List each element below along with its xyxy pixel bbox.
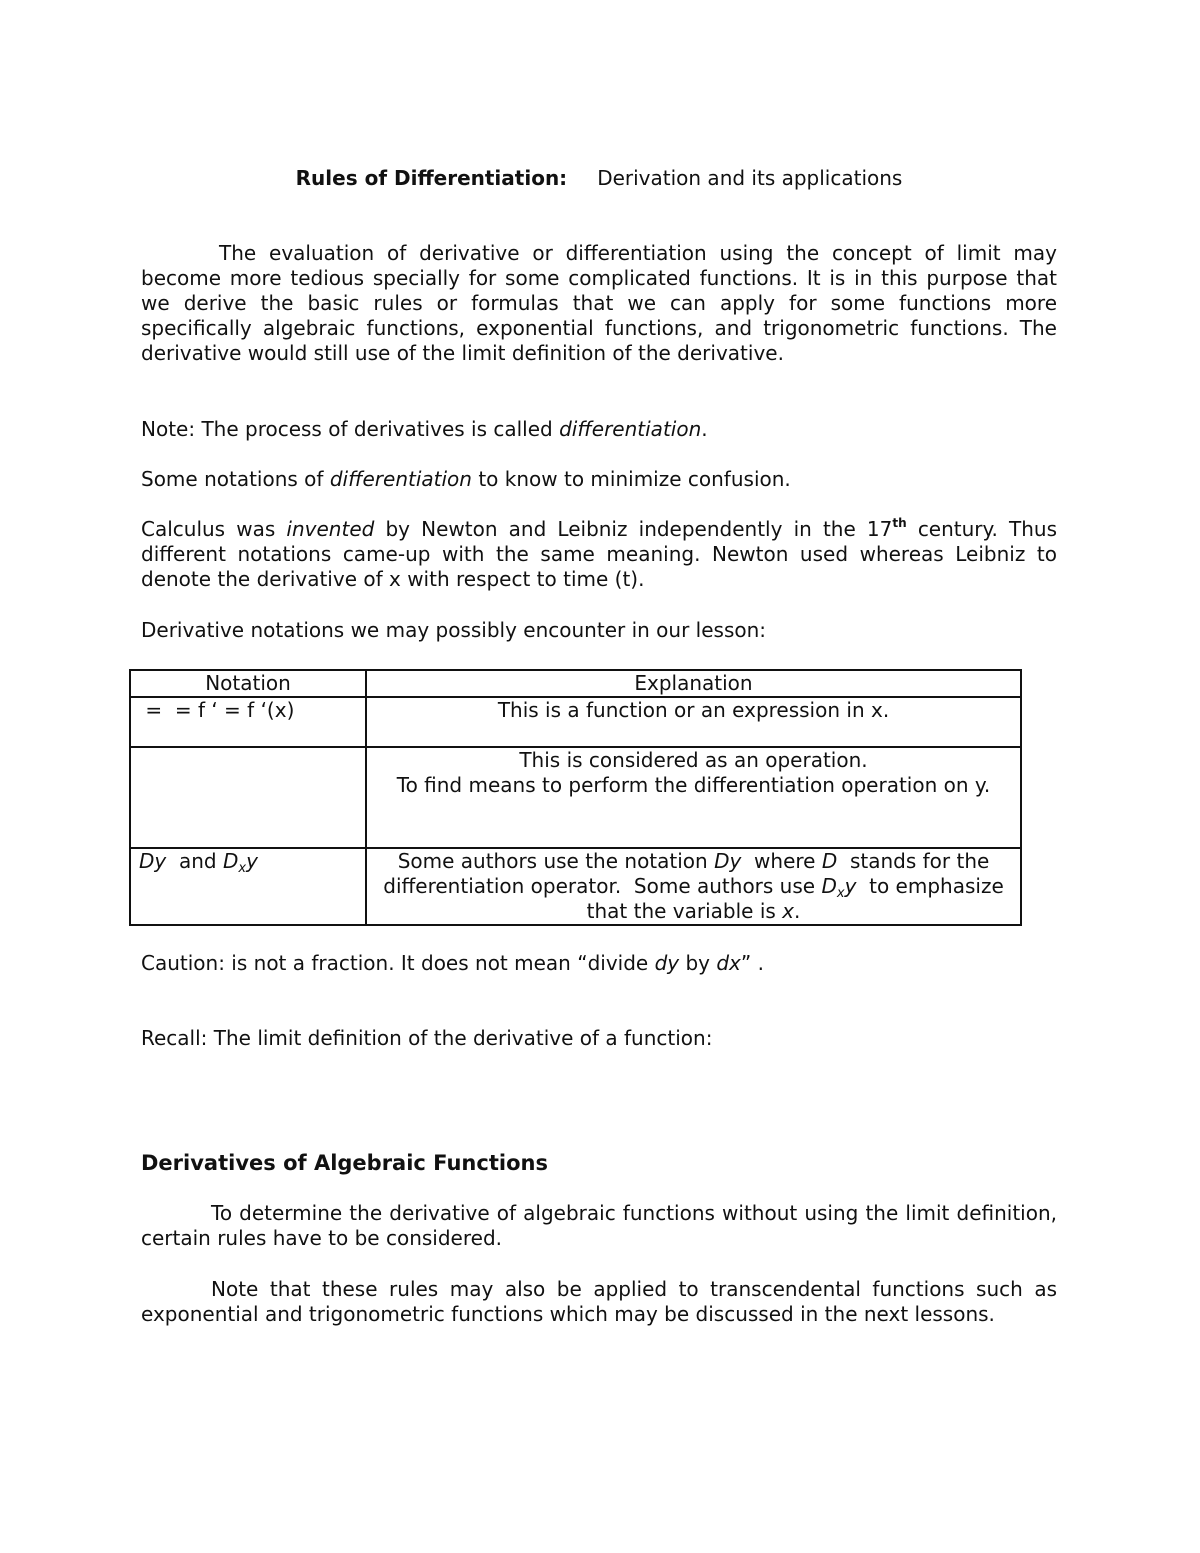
calculus-paragraph (141, 517, 1057, 592)
row3-expl-y: y (844, 874, 857, 898)
row3-D: D (222, 849, 239, 873)
note-suffix: . (701, 417, 708, 441)
table-header-explanation: Explanation (366, 670, 1021, 697)
row1-notation (130, 697, 366, 747)
table-row (130, 747, 1021, 848)
recall-line: Recall: The limit definition of the derivative of a function: (141, 1026, 713, 1050)
calculus-part1: Calculus was (141, 517, 287, 541)
caution-dy: dy (654, 951, 680, 975)
row3-dy: Dy (139, 849, 167, 873)
row3-expl-Dx: D (821, 874, 837, 898)
note-term: differentiation (559, 417, 702, 441)
notations-prefix: Some notations of (141, 467, 330, 491)
paragraph-rules: To determine the derivative of algebraic functions without using the limit definition, certain rules have to be considered. (141, 1201, 1057, 1250)
caution-part1: Caution: is not a fraction. It does not mean “divide (141, 951, 655, 975)
row2-explanation-line1: This is considered as an operation. (519, 748, 868, 772)
title-subtitle: Derivation and its applications (597, 166, 903, 190)
row3-notation (130, 848, 366, 925)
row3-expl-x: x (782, 899, 794, 923)
calculus-invented: invented (286, 517, 375, 541)
calculus-sup: th (892, 516, 907, 530)
row3-explanation (366, 848, 1021, 925)
caution-line (141, 951, 1057, 976)
note-line (141, 417, 1057, 442)
row2-explanation-line2: To find means to perform the differentiation operation on y. (396, 773, 991, 797)
row3-sub: x (238, 861, 247, 876)
row3-y: y (246, 849, 258, 873)
caution-dx: dx (716, 951, 741, 975)
caution-part3: ” . (740, 951, 764, 975)
notations-line (141, 467, 1057, 492)
table-row (130, 697, 1021, 747)
row3-expl-part2: where (741, 849, 822, 873)
row3-expl-part3: stands for the differentiation operator. Some authors use (383, 849, 996, 898)
row3-expl-part1: Some authors use the notation (397, 849, 715, 873)
title-bold: Rules of Differentiation: (295, 166, 568, 190)
row2-explanation (366, 747, 1021, 848)
table-row (130, 848, 1021, 925)
row3-expl-D: D (821, 849, 838, 873)
row3-expl-part4: to emphasize that the variable is (586, 874, 1011, 923)
notations-suffix: to know to minimize confusion. (471, 467, 791, 491)
row3-expl-end: . (794, 899, 801, 923)
table-header-notation: Notation (130, 670, 366, 697)
intro-paragraph: The evaluation of derivative or differentiation using the concept of limit may become more tedious specially for some complicated functions. It is in this purpose that we derive the basic rules or formulas that we can apply for some functions more specifically algebraic functions, exponential functions, and trigonometric functions. The derivative would still use of the limit definition of the derivative. (141, 241, 1057, 365)
paragraph-transcendental: Note that these rules may also be applied to transcendental functions such as exponential and trigonometric functions which may be discussed in the next lessons. (141, 1277, 1057, 1326)
calculus-part2: by Newton and Leibniz independently in the 17 (374, 517, 893, 541)
caution-part2: by (679, 951, 717, 975)
notation-table (129, 669, 1022, 926)
row3-expl-sub: x (836, 886, 845, 901)
section-heading: Derivatives of Algebraic Functions (141, 1151, 548, 1175)
row1-explanation: This is a function or an expression in x. (366, 697, 1021, 747)
row3-expl-dy: Dy (714, 849, 742, 873)
note-prefix: Note: The process of derivatives is called (141, 417, 560, 441)
derivative-notations-intro: Derivative notations we may possibly encounter in our lesson: (141, 618, 767, 642)
row3-and: and (166, 849, 223, 873)
calculus-part3: century. Thus different notations came-up with the same meaning. Newton used whereas Leibniz to denote the derivative of x with respect to time (t). (141, 517, 1058, 591)
row2-notation (130, 747, 366, 848)
row1-notation-text: = = f ‘ = f ‘(x) (139, 698, 295, 722)
notations-term: differentiation (329, 467, 472, 491)
table-header-row (130, 670, 1021, 697)
page-title (141, 166, 1057, 191)
